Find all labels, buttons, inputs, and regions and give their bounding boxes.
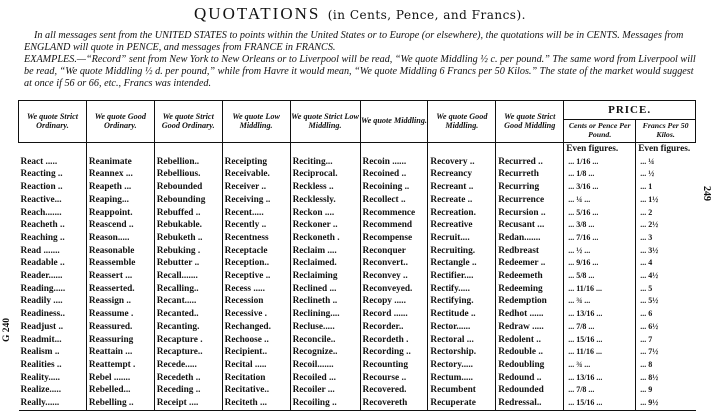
price-francs: ... 8 xyxy=(636,359,696,372)
code-word: Recapture . xyxy=(154,334,222,347)
code-word: Redolent .. xyxy=(496,334,564,347)
code-word: Recommend xyxy=(360,219,428,232)
code-word: Reassert ... xyxy=(86,270,154,283)
price-cents: ... 3/16 ... xyxy=(564,181,636,194)
code-word: Recalling.. xyxy=(154,283,222,296)
code-word: Recapture.. xyxy=(154,346,222,359)
code-word: Reanimate xyxy=(86,156,154,169)
code-word: Rechoose .. xyxy=(222,334,290,347)
intro-paragraph-1: In all messages sent from the UNITED STATES to points within the United States or to Europe (or elsewhere), the quotations will be in CENTS. Messages from ENGLAND will quote in PENCE, and messages from FRANCE in FRANCS. xyxy=(24,30,684,53)
price-cents: ... 7/8 ... xyxy=(564,321,636,334)
code-word: Readable .. xyxy=(20,258,65,269)
price-francs: ... 9 xyxy=(636,384,696,397)
price-francs: ... ¼ xyxy=(636,156,696,169)
code-word: Reconvert.. xyxy=(360,257,428,270)
code-word: Recoiled ... xyxy=(290,372,360,385)
code-word: Rebutter .. xyxy=(154,257,222,270)
price-francs: ... 3½ xyxy=(636,245,696,258)
code-word: Recorder.. xyxy=(360,321,428,334)
table-row xyxy=(19,295,696,308)
price-cents: ... 7/8 ... xyxy=(564,384,636,397)
code-word: Recoin ...... xyxy=(360,156,428,169)
price-francs: ... 2½ xyxy=(636,219,696,232)
code-word: Rebellious. xyxy=(154,168,222,181)
price-cents: ... 5/16 ... xyxy=(564,207,636,220)
price-sub-header-cents: Cents or Pence Per Pound. xyxy=(564,120,636,143)
table-row xyxy=(19,181,696,194)
price-cents: ... 11/16 ... xyxy=(564,346,636,359)
code-word: Reconquer xyxy=(360,245,428,258)
code-word: Recoiling .. xyxy=(290,397,360,410)
page-title xyxy=(0,4,720,24)
code-word: Reassign .. xyxy=(86,295,154,308)
table-row xyxy=(19,270,696,283)
code-word: Readiness.. xyxy=(20,309,65,320)
code-word: Readjust .. xyxy=(20,321,64,332)
price-cents: ... ¾ ... xyxy=(564,295,636,308)
col-header: We quote Low Middling. xyxy=(222,101,290,143)
figures-francs: Even figures. xyxy=(636,143,696,156)
code-word: Receivable. xyxy=(222,168,290,181)
code-word: Reach....... xyxy=(20,207,62,218)
code-word: Really...... xyxy=(19,397,87,410)
code-word: Recedeth .. xyxy=(154,372,222,385)
table-row xyxy=(19,168,696,181)
figures-row xyxy=(19,143,696,156)
intro-paragraph-2: EXAMPLES.—“Record” sent from New York to New Orleans or to Liverpool will be read, “We quote Middling ½ c. per pound.” The same word from Liverpool will be read, “We quote Middling ½ d. per pound,” while from Havre it would mean, “We quote Middling 6 Francs per 50 Kilos.” The state of the market would suggest at once if 56 or 66, etc., Francs was intended. xyxy=(24,54,696,89)
price-francs: ... 9½ xyxy=(636,397,696,410)
code-word: Readily .... xyxy=(20,296,63,307)
code-word: Recourse .. xyxy=(360,372,428,385)
code-word: Reception.. xyxy=(222,257,290,270)
code-word: Rebelled... xyxy=(86,384,154,397)
code-word: Reciting... xyxy=(290,156,360,169)
code-word: Recede..... xyxy=(154,359,222,372)
code-word: Recumbent xyxy=(428,384,496,397)
code-word: Redbreast xyxy=(496,245,564,258)
code-word: Recruiting. xyxy=(428,245,496,258)
code-word: Recent..... xyxy=(222,207,290,220)
code-word: Reckoneth . xyxy=(290,232,360,245)
col-header: We quote Strict Good Middling xyxy=(496,101,564,143)
table-row xyxy=(19,156,696,169)
code-word: Rebuffed .. xyxy=(154,207,222,220)
code-word: Redeemer .. xyxy=(496,257,564,270)
code-word: Recreative xyxy=(428,219,496,232)
col-header: We quote Middling. xyxy=(360,101,428,143)
code-word: Rectum..... xyxy=(428,372,496,385)
code-word: Redounded xyxy=(496,384,564,397)
code-word: Recitative.. xyxy=(222,384,290,397)
code-word: Redeemeth xyxy=(496,270,564,283)
table-row xyxy=(19,283,696,296)
table-row xyxy=(19,308,696,321)
price-francs: ... 1½ xyxy=(636,194,696,207)
code-word: Recreancy xyxy=(428,168,496,181)
code-word: Reapeth ... xyxy=(86,181,154,194)
col-header: We quote Good Ordinary. xyxy=(86,101,154,143)
code-word: Recreation. xyxy=(428,207,496,220)
code-word: Reclined ... xyxy=(290,283,360,296)
code-word: Rectify..... xyxy=(428,283,496,296)
table-body xyxy=(19,143,696,411)
code-word: Rebel ....... xyxy=(86,372,154,385)
intro-text xyxy=(24,30,704,90)
code-word: Recovered. xyxy=(360,384,428,397)
price-francs: ... 4½ xyxy=(636,270,696,283)
code-word: Reacting .. xyxy=(20,169,63,180)
code-word: Reappoint. xyxy=(86,207,154,220)
code-word: Rebellion.. xyxy=(154,156,222,169)
price-francs: ... 2 xyxy=(636,207,696,220)
code-word: Reckon .... xyxy=(290,207,360,220)
code-word: Reciteth ... xyxy=(222,397,290,410)
code-word: Recounting xyxy=(360,359,428,372)
code-word: Recentness xyxy=(222,232,290,245)
code-word: Recompense xyxy=(360,232,428,245)
code-word: Recess ..... xyxy=(222,283,290,296)
table-row xyxy=(19,194,696,207)
code-word: Reckoner .. xyxy=(290,219,360,232)
price-cents: ... 13/16 ... xyxy=(564,372,636,385)
code-word: Reconcile.. xyxy=(290,334,360,347)
table-row xyxy=(19,397,696,410)
table-row xyxy=(19,207,696,220)
code-word: Recurrence xyxy=(496,194,564,207)
code-word: React ..... xyxy=(20,156,58,167)
code-word: Redoubling xyxy=(496,359,564,372)
price-francs: ... 4 xyxy=(636,257,696,270)
price-header: PRICE. xyxy=(564,101,696,120)
code-word: Redemption xyxy=(496,295,564,308)
code-word: Reader...... xyxy=(20,271,63,282)
code-word: Rectory..... xyxy=(428,359,496,372)
col-header: We quote Strict Low Middling. xyxy=(290,101,360,143)
code-word: Recluse..... xyxy=(290,321,360,334)
price-cents: ... 15/16 ... xyxy=(564,334,636,347)
code-word: Recopy ..... xyxy=(360,295,428,308)
code-word: Reconvey .. xyxy=(360,270,428,283)
code-word: Recognize.. xyxy=(290,346,360,359)
code-word: Reassuring xyxy=(86,334,154,347)
col-header: We quote Strict Good Ordinary. xyxy=(154,101,222,143)
code-word: Record ...... xyxy=(360,308,428,321)
table-row xyxy=(19,346,696,359)
code-word: Reassemble xyxy=(86,257,154,270)
code-word: Reaction .. xyxy=(20,182,63,193)
code-word: Rebuking . xyxy=(154,245,222,258)
code-word: Recreant .. xyxy=(428,181,496,194)
code-word: Readmit... xyxy=(20,334,62,345)
code-word: Reason..... xyxy=(86,232,154,245)
code-word: Recurring xyxy=(496,181,564,194)
code-word: Reading..... xyxy=(20,283,66,294)
price-francs: ... ½ xyxy=(636,168,696,181)
table-row xyxy=(19,245,696,258)
code-word: Recordeth . xyxy=(360,334,428,347)
code-word: Receding .. xyxy=(154,384,222,397)
code-word: Reclaimed. xyxy=(290,257,360,270)
price-cents: ... ¾ ... xyxy=(564,359,636,372)
code-word: Recently .. xyxy=(222,219,290,232)
table-row xyxy=(19,384,696,397)
code-word: Rebukable. xyxy=(154,219,222,232)
code-word: Redouble .. xyxy=(496,346,564,359)
code-word: Rectifier.... xyxy=(428,270,496,283)
price-cents: ... ¼ ... xyxy=(564,194,636,207)
price-cents: ... 13/16 ... xyxy=(564,308,636,321)
code-word: Redressal.. xyxy=(496,397,564,410)
price-francs: ... 5½ xyxy=(636,295,696,308)
price-cents: ... 1/8 ... xyxy=(564,168,636,181)
code-word: Recruit.... xyxy=(428,232,496,245)
price-francs: ... 8½ xyxy=(636,372,696,385)
code-word: Receipting xyxy=(222,156,290,169)
table-row xyxy=(19,359,696,372)
code-word: Rectorship. xyxy=(428,346,496,359)
table-row xyxy=(19,372,696,385)
code-word: Reconveyed. xyxy=(360,283,428,296)
price-francs: ... 6½ xyxy=(636,321,696,334)
table-row xyxy=(19,219,696,232)
code-word: Rebelling .. xyxy=(86,397,154,410)
code-word: Reacheth .. xyxy=(20,220,65,231)
title-sub: (in Cents, Pence, and Francs). xyxy=(327,8,526,22)
code-word: Reaching .. xyxy=(20,232,65,243)
code-word: Recovereth xyxy=(360,397,428,410)
code-word: Reasserted. xyxy=(86,283,154,296)
price-francs: ... 1 xyxy=(636,181,696,194)
code-word: Recanting. xyxy=(154,321,222,334)
code-word: Reassured. xyxy=(86,321,154,334)
code-word: Recuperate xyxy=(428,397,496,410)
code-word: Reaping... xyxy=(86,194,154,207)
price-cents: ... 15/16 ... xyxy=(564,397,636,410)
price-francs: ... 3 xyxy=(636,232,696,245)
code-word: Reclining.... xyxy=(290,308,360,321)
code-word: Rebounding xyxy=(154,194,222,207)
code-word: Redan....... xyxy=(496,232,564,245)
code-word: Recurred .. xyxy=(496,156,564,169)
code-word: Receiving .. xyxy=(222,194,290,207)
code-word: Reclaim .... xyxy=(290,245,360,258)
code-word: Reactive... xyxy=(20,194,62,205)
price-francs: ... 7½ xyxy=(636,346,696,359)
price-cents: ... 5/8 ... xyxy=(564,270,636,283)
price-cents: ... 1/16 ... xyxy=(564,156,636,169)
code-word: Reascend .. xyxy=(86,219,154,232)
code-word: Recession xyxy=(222,295,290,308)
code-word: Recipient.. xyxy=(222,346,290,359)
code-word: Realism .. xyxy=(20,347,60,358)
code-word: Rectifying. xyxy=(428,295,496,308)
code-word: Rechanged. xyxy=(222,321,290,334)
code-word: Recanted.. xyxy=(154,308,222,321)
code-word: Redound .. xyxy=(496,372,564,385)
code-word: Recovery .. xyxy=(428,156,496,169)
code-word: Recklessly. xyxy=(290,194,360,207)
code-word: Recusant ... xyxy=(496,219,564,232)
side-label-right: 249 xyxy=(701,186,712,201)
code-word: Realities .. xyxy=(20,359,62,370)
table-row xyxy=(19,257,696,270)
code-word: Rebuketh .. xyxy=(154,232,222,245)
code-word: Redraw ..... xyxy=(496,321,564,334)
table-row xyxy=(19,334,696,347)
code-word: Recursion .. xyxy=(496,207,564,220)
code-word: Recreate .. xyxy=(428,194,496,207)
code-word: Reclineth .. xyxy=(290,295,360,308)
code-word: Reattain ... xyxy=(86,346,154,359)
code-word: Recitation xyxy=(222,372,290,385)
code-word: Reclaiming xyxy=(290,270,360,283)
code-word: Reassume . xyxy=(86,308,154,321)
quotation-table xyxy=(18,100,696,411)
table-row xyxy=(19,321,696,334)
code-word: Recording .. xyxy=(360,346,428,359)
code-word: Recoining .. xyxy=(360,181,428,194)
side-label-left: G 240 xyxy=(2,318,12,343)
col-header: We quote Strict Ordinary. xyxy=(19,101,87,143)
code-word: Redhot ...... xyxy=(496,308,564,321)
code-word: Recurreth xyxy=(496,168,564,181)
code-word: Recollect .. xyxy=(360,194,428,207)
figures-cents: Even figures. xyxy=(564,143,636,156)
code-word: Rector...... xyxy=(428,321,496,334)
price-cents: ... 9/16 ... xyxy=(564,257,636,270)
code-word: Rebounded xyxy=(154,181,222,194)
code-word: Reannex ... xyxy=(86,168,154,181)
code-word: Recall....... xyxy=(154,270,222,283)
price-sub-header-francs: Francs Per 50 Kilos. xyxy=(636,120,696,143)
code-word: Reciprocal. xyxy=(290,168,360,181)
code-word: Reality..... xyxy=(20,372,61,383)
price-francs: ... 7 xyxy=(636,334,696,347)
code-word: Receptacle xyxy=(222,245,290,258)
code-word: Recoined .. xyxy=(360,168,428,181)
code-word: Receptive .. xyxy=(222,270,290,283)
price-cents: ... 11/16 ... xyxy=(564,283,636,296)
price-cents: ... 7/16 ... xyxy=(564,232,636,245)
price-francs: ... 6 xyxy=(636,308,696,321)
code-word: Receipt .... xyxy=(154,397,222,410)
code-word: Receiver .. xyxy=(222,181,290,194)
code-word: Rectangle .. xyxy=(428,257,496,270)
title-main: QUOTATIONS xyxy=(194,4,321,23)
col-header: We quote Good Middling. xyxy=(428,101,496,143)
code-word: Recant..... xyxy=(154,295,222,308)
code-word: Reattempt . xyxy=(86,359,154,372)
code-word: Recoiler ... xyxy=(290,384,360,397)
code-word: Rectitude .. xyxy=(428,308,496,321)
code-word: Realize..... xyxy=(20,385,62,396)
code-word: Recommence xyxy=(360,207,428,220)
code-word: Reasonable xyxy=(86,245,154,258)
price-cents: ... ½ ... xyxy=(564,245,636,258)
table-row xyxy=(19,232,696,245)
code-word: Rectoral ... xyxy=(428,334,496,347)
code-word: Recital ..... xyxy=(222,359,290,372)
price-cents: ... 3/8 ... xyxy=(564,219,636,232)
code-word: Reckless .. xyxy=(290,181,360,194)
code-word: Redeeming xyxy=(496,283,564,296)
code-word: Read ....... xyxy=(20,245,60,256)
code-word: Recessive . xyxy=(222,308,290,321)
price-francs: ... 5 xyxy=(636,283,696,296)
code-word: Recoil....... xyxy=(290,359,360,372)
